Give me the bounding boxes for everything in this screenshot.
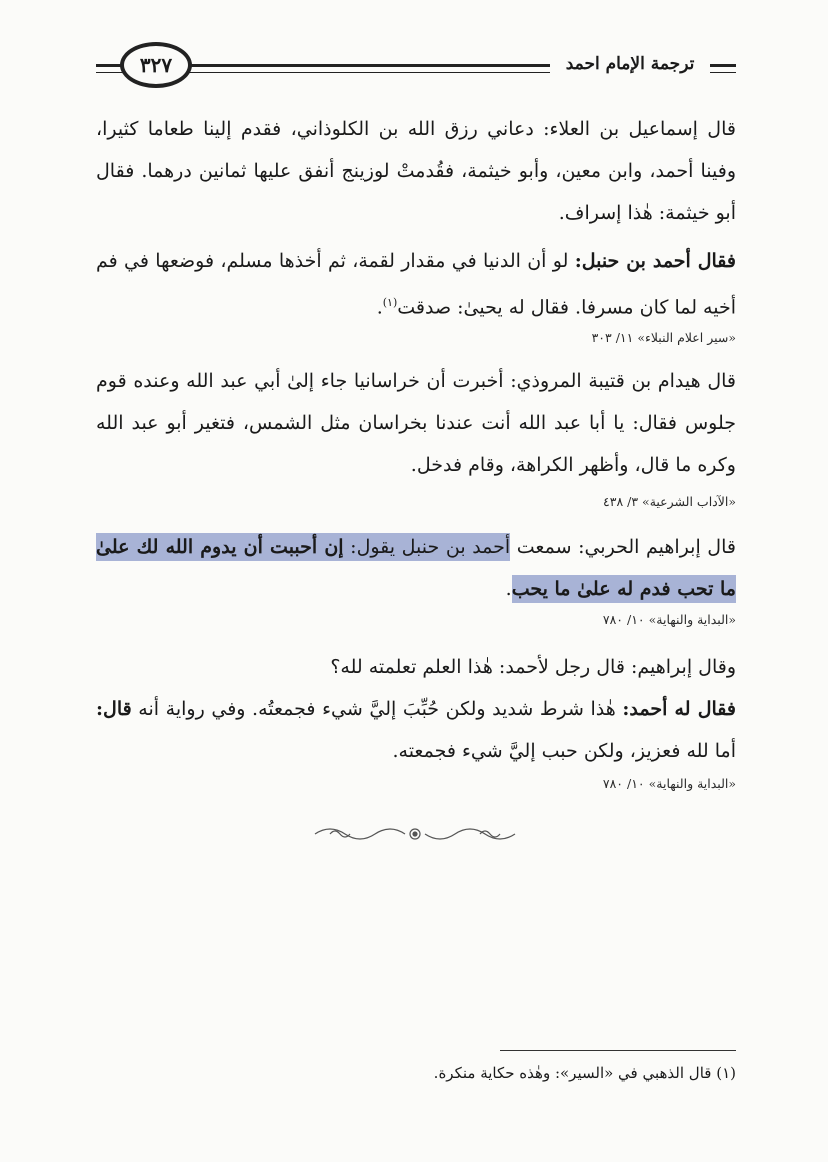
paragraph-6-text-2: أما لله فعزيز، ولكن حبب إليَّ شيء فجمعته.: [392, 740, 736, 762]
paragraph-6: [96, 688, 736, 772]
source-citation-3: «البداية والنهاية» ١٠/ ٧٨٠: [602, 612, 736, 627]
paragraph-4: [96, 526, 736, 610]
ornament-divider: [310, 822, 520, 846]
paragraph-6-text: هٰذا شرط شديد ولكن حُبِّبَ إليَّ شيء فجمعتُه. وفي رواية أنه: [131, 698, 623, 720]
paragraph-2-end: .: [376, 296, 383, 319]
paragraph-5: وقال إبراهيم: قال رجل لأحمد: هٰذا العلم تعلمته لله؟: [330, 656, 736, 678]
speaker-ahmad-2: فقال له أحمد:: [622, 698, 736, 720]
footnote: (١) قال الذهبي في «السير»: وهٰذه حكاية منكرة.: [433, 1064, 736, 1082]
paragraph-2: [96, 240, 736, 328]
paragraph-1: قال إسماعيل بن العلاء: دعاني رزق الله بن الكلوذاني، فقدم إلينا طعاما كثيرا، وفينا أحمد، وابن معين، وأبو خيثمة، فقُدمتْ لوزينج أنفق عليها ثمانين درهما. فقال أبو خيثمة: هٰذا إسراف.: [96, 118, 736, 224]
source-citation-4: «البداية والنهاية» ١٠/ ٧٨٠: [602, 776, 736, 791]
paragraph-4-end: .: [505, 578, 512, 600]
footnote-rule: [500, 1050, 736, 1051]
page-number: ٣٢٧: [120, 42, 192, 88]
source-citation-2: «الآداب الشرعية» ٣/ ٤٣٨: [603, 494, 736, 509]
highlighted-quote-b: إن أحببت أن يدوم الله لك علىٰ ما تحب فدم له علىٰ ما يحب: [96, 533, 736, 603]
paragraph-2-text: لو أن الدنيا في مقدار لقمة، ثم أخذها مسلم، فوضعها في فم أخيه لما كان مسرفا. فقال له يحيىٰ: صدقت: [96, 250, 736, 319]
highlighted-quote-a: أحمد بن حنبل يقول:: [344, 533, 511, 561]
paragraph-3: قال هيدام بن قتيبة المروذي: أخبرت أن خراسانيا جاء إلىٰ أبي عبد الله وعنده قوم جلوس فقال: يا أبا عبد الله أنت عندنا بخراسان مثل الشمس، فتغير أبو عبد الله وكره ما قال، وأظهر الكراهة، وقام فدخل.: [96, 370, 736, 476]
paragraph-4-start: قال إبراهيم الحربي: سمعت: [510, 536, 736, 558]
running-title: ترجمة الإمام احمد: [550, 54, 710, 74]
speaker-ahmad: فقال أحمد بن حنبل:: [574, 250, 737, 272]
speaker-said: قال:: [96, 698, 132, 720]
footnote-marker: (١): [382, 296, 398, 309]
source-citation-1: «سير اعلام النبلاء» ١١/ ٣٠٣: [591, 330, 736, 345]
